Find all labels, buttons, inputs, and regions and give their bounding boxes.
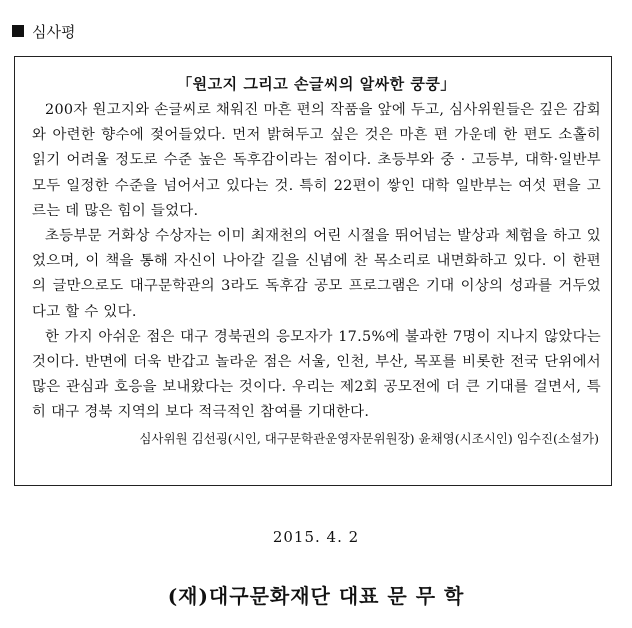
review-box <box>14 56 612 486</box>
review-paragraph: 초등부문 거화상 수상자는 이미 최재천의 어린 시절을 뛰어넘는 발상과 체험을 하고 있었으며, 이 책을 통해 자신이 나아갈 길을 신념에 찬 목소리로 내면화하고 있다. 이 한편의 글만으로도 대구문학관의 3라도 독후감 공모 프로그램은 기대 이상의 성과를 거두었다고 할 수 있다. <box>32 228 601 320</box>
review-title: 「원고지 그리고 손글씨의 알싸한 쿵쿵」 <box>177 75 456 93</box>
reviewer-signature: 심사위원 김선굉(시인, 대구문학관운영자문위원장) 윤채영(시조시인) 임수진(소설가) <box>139 430 599 446</box>
black-square-icon <box>12 25 24 37</box>
section-header <box>12 21 75 41</box>
review-paragraph: 200자 원고지와 손글씨로 채워진 마흔 편의 작품을 앞에 두고, 심사위원들은 깊은 감회와 아련한 향수에 젖어들었다. 먼저 밝혀두고 싶은 것은 마흔 편 가운데 한 편도 소홀히 읽기 어려울 정도로 수준 높은 독후감이라는 점이다. 초등부와 중 · 고등부, 대학·일반부 모두 일정한 수준을 넘어서고 있다는 것. 특히 22편이 쌓인 대학 일반부는 여섯 편을 고르는 데 많은 힘이 들었다. <box>32 102 601 219</box>
issuer-line: (재)대구문화재단 대표 문 무 학 <box>167 584 465 608</box>
review-paragraph: 한 가지 아쉬운 점은 대구 경북권의 응모자가 17.5%에 불과한 7명이 지나지 않았다는 것이다. 반면에 더욱 반갑고 놀라운 점은 서울, 인천, 부산, 목포를 비롯한 전국 단위에서 많은 관심과 호응을 보내왔다는 것이다. 우리는 제2회 공모전에 더 큰 기대를 걸면서, 특히 대구 경북 지역의 보다 적극적인 참여를 기대한다. <box>32 328 601 421</box>
section-label: 심사평 <box>32 22 76 41</box>
document-date: 2015. 4. 2 <box>272 528 360 546</box>
